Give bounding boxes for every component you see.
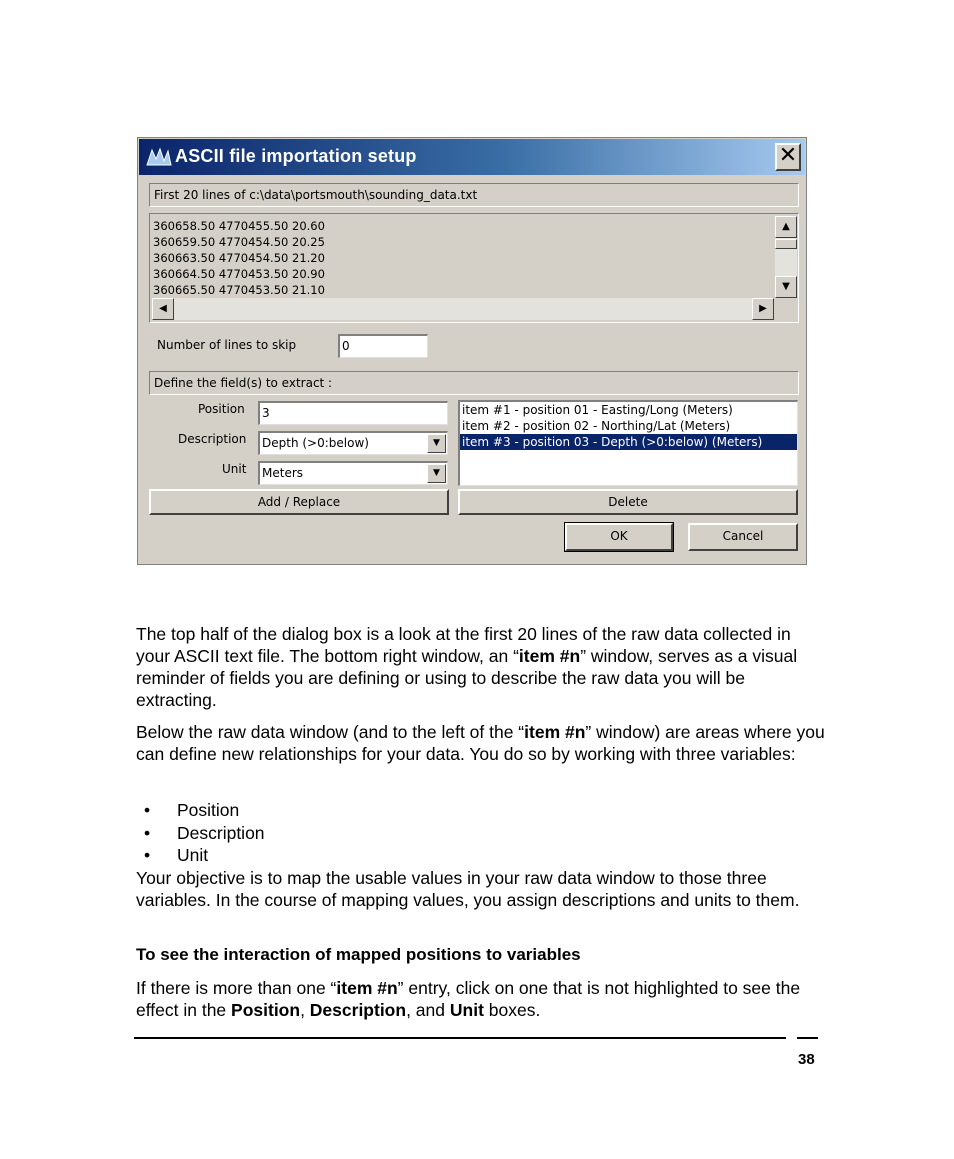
- scroll-left-icon[interactable]: ◀: [152, 298, 174, 320]
- skip-lines-input[interactable]: 0: [338, 334, 428, 358]
- footer-rule-short: [797, 1037, 818, 1039]
- position-input[interactable]: 3: [258, 401, 448, 425]
- unit-select[interactable]: [258, 461, 448, 485]
- raw-line: 360659.50 4770454.50 20.25: [153, 235, 325, 249]
- bullet-icon: •: [144, 800, 151, 820]
- text-bold: item #n: [524, 722, 586, 742]
- footer-rule: [134, 1037, 786, 1039]
- text-run: ” window, serves as a visual reminder of fields you are defining or using to describe the raw data you will be extracting.: [136, 646, 798, 710]
- raw-data-lines: [153, 218, 768, 298]
- unit-label: Unit: [222, 462, 247, 476]
- text-bold: item #n: [518, 646, 581, 666]
- scroll-up-icon[interactable]: ▲: [775, 216, 797, 238]
- cancel-button[interactable]: Cancel: [688, 523, 798, 551]
- text-bold: item #n: [336, 978, 398, 998]
- horizontal-scrollbar[interactable]: [152, 298, 774, 320]
- page-number: 38: [798, 1051, 815, 1068]
- ascii-import-icon: [146, 147, 172, 167]
- close-icon: ✕: [778, 143, 798, 168]
- description-value: Depth (>0:below): [262, 436, 369, 450]
- raw-line: 360665.50 4770453.50 21.10: [153, 283, 325, 297]
- vertical-scrollbar[interactable]: [775, 216, 797, 298]
- bullet-item: Description: [177, 823, 265, 843]
- scroll-right-icon[interactable]: ▶: [752, 298, 774, 320]
- chevron-down-icon[interactable]: ▼: [427, 434, 446, 453]
- paragraph-objective: Your objective is to map the usable values in your raw data window to those three variables. In the course of mapping values, you assign descriptions and units to them.: [136, 868, 800, 910]
- section-heading: To see the interaction of mapped positions to variables: [136, 945, 581, 964]
- position-label: Position: [198, 402, 245, 416]
- text-bold: Description: [309, 1000, 407, 1020]
- close-button[interactable]: [775, 143, 801, 171]
- text-run: ” entry, click on one that is not highlighted to see the effect in the: [136, 978, 801, 1020]
- ascii-import-dialog: [137, 137, 807, 565]
- text-run: The top half of the dialog box is a look at the first 20 lines of the raw data collected in your ASCII text file. The bottom right window, an “: [136, 624, 791, 666]
- scroll-down-icon[interactable]: ▼: [775, 276, 797, 298]
- bullet-icon: •: [144, 823, 151, 843]
- description-label: Description: [178, 432, 247, 446]
- description-select[interactable]: [258, 431, 448, 455]
- text-run: ” window) are areas where you can define new relationships for your data. You do so by working with three variables:: [136, 722, 825, 764]
- paragraph-intro: [136, 623, 826, 711]
- bullet-item: Unit: [177, 845, 209, 865]
- paragraph-variables: [136, 721, 826, 765]
- define-fields-label: Define the field(s) to extract :: [149, 371, 799, 395]
- item-list[interactable]: [458, 400, 798, 486]
- text-bold: Unit: [449, 1000, 484, 1020]
- raw-line: 360658.50 4770455.50 20.60: [153, 219, 325, 233]
- unit-value: Meters: [262, 466, 304, 480]
- list-item-selected[interactable]: item #3 - position 03 - Depth (>0:below) (Meters): [460, 434, 797, 450]
- chevron-down-icon[interactable]: ▼: [427, 464, 446, 483]
- text-run: , and: [406, 1000, 450, 1020]
- bullet-icon: •: [144, 845, 151, 865]
- text-run: Below the raw data window (and to the left of the “: [136, 722, 525, 742]
- add-replace-button[interactable]: Add / Replace: [149, 489, 449, 515]
- first-lines-label: First 20 lines of c:\data\portsmouth\sounding_data.txt: [149, 183, 799, 207]
- delete-button[interactable]: Delete: [458, 489, 798, 515]
- text-run: If there is more than one “: [136, 978, 337, 998]
- dialog-title: ASCII file importation setup: [175, 146, 417, 166]
- raw-line: 360663.50 4770454.50 21.20: [153, 251, 325, 265]
- list-item[interactable]: item #1 - position 01 - Easting/Long (Meters): [462, 403, 733, 417]
- text-bold: Position: [231, 1000, 301, 1020]
- paragraph-interaction: [136, 977, 826, 1021]
- ok-button[interactable]: OK: [565, 523, 673, 551]
- skip-lines-label: Number of lines to skip: [157, 338, 297, 352]
- text-run: boxes.: [483, 1000, 541, 1020]
- list-item[interactable]: item #2 - position 02 - Northing/Lat (Meters): [462, 419, 731, 433]
- raw-data-window[interactable]: [149, 213, 799, 323]
- raw-line: 360664.50 4770453.50 20.90: [153, 267, 325, 281]
- title-bar[interactable]: [139, 139, 805, 175]
- bullet-item: Position: [177, 800, 240, 820]
- text-run: ,: [300, 1000, 310, 1020]
- scroll-thumb[interactable]: [775, 239, 797, 249]
